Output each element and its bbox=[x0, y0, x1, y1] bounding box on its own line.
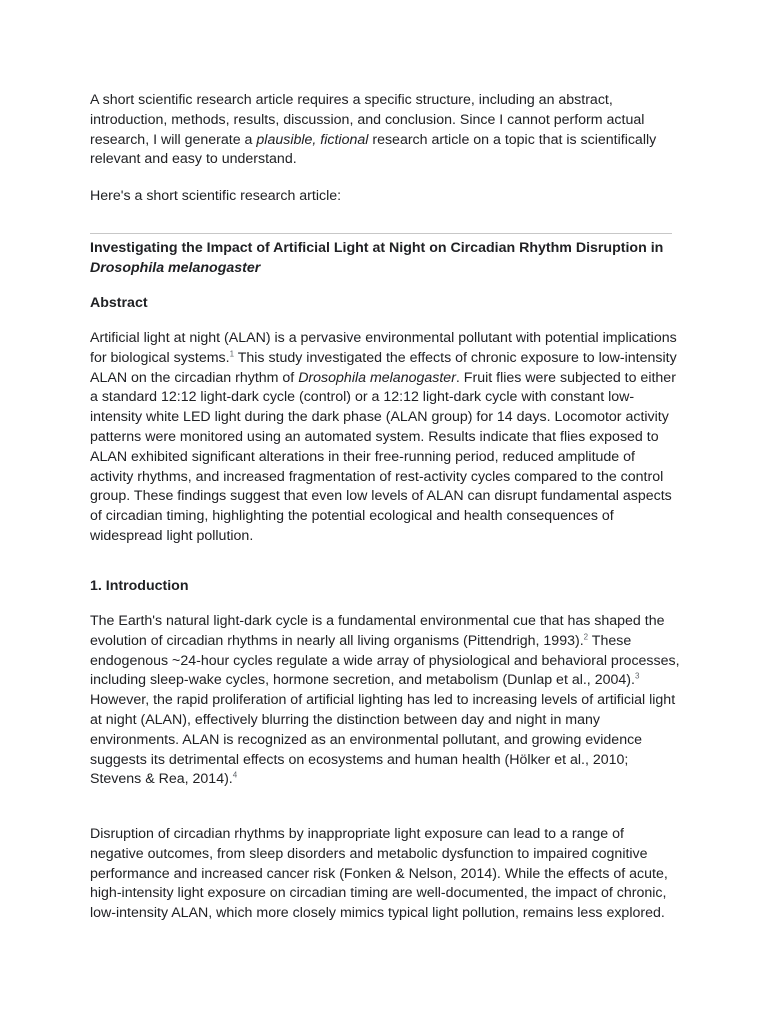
introduction-text: The Earth's natural light-dark cycle is a fundamental environmental cue that has shaped the evolution of circadian rhythms in nearly all living organisms (Pittendrigh, 1993). bbox=[90, 613, 665, 649]
abstract-text: Artificial light at night (ALAN) is a pervasive environmental pollutant with potential implications for biological systems. bbox=[90, 330, 677, 366]
article-title-species: Drosophila melanogaster bbox=[90, 259, 261, 276]
intro-paragraph bbox=[90, 91, 680, 170]
introduction-text: These endogenous ~24-hour cycles regulate a wide array of physiological and behavioral processes, including sleep-wake cycles, hormone secretion, and metabolism (Dunlap et al., 2004). bbox=[90, 632, 680, 689]
intro-lead-in: Here's a short scientific research article: bbox=[90, 188, 342, 204]
reference-marker[interactable]: 4 bbox=[232, 770, 238, 780]
intro-text: A short scientific research article requires a specific structure, including an abstract, introduction, methods, results, discussion, and conclusion. Since I cannot perform actual research, I will generate a bbox=[90, 92, 645, 148]
article-title-text: Investigating the Impact of Artificial Light at Night on Circadian Rhythm Disruption in bbox=[90, 240, 664, 256]
abstract-text: . Fruit flies were subjected to either a standard 12:12 light-dark cycle (control) or a 12:12 light-dark cycle with constant low-intensity white LED light during the dark phase (ALAN group) for 14 days. Locomotor activity patterns were monitored using an automated system. Results indicate that flies exposed to ALAN exhibited significant alterations in their free-running period, reduced amplitude of activity rhythms, and increased fragmentation of rest-activity cycles compared to the control group. These findings suggest that even low levels of ALAN can disrupt fundamental aspects of circadian timing, highlighting the potential ecological and health consequences of widespread light pollution. bbox=[90, 369, 676, 544]
intro-text: research article on a topic that is scientifically relevant and easy to understand. bbox=[90, 131, 657, 168]
introduction-paragraph-2: Disruption of circadian rhythms by inappropriate light exposure can lead to a range of negative outcomes, from sleep disorders and metabolic dysfunction to impaired cognitive performance and increased cancer risk (Fonken & Nelson, 2014). While the effects of acute, high-intensity light exposure on circadian timing are well-documented, the impact of chronic, low-intensity ALAN, which more closely mimics typical light pollution, remains less explored. bbox=[90, 826, 668, 922]
abstract-heading: Abstract bbox=[90, 295, 148, 311]
introduction-heading: 1. Introduction bbox=[90, 578, 189, 594]
introduction-text: However, the rapid proliferation of artificial lighting has led to increasing levels of artificial light at night (ALAN), effectively blurring the distinction between day and night in many environments. ALAN is recognized as an environmental pollutant, and growing evidence suggests its detrimental effects on ecosystems and human health (Hölker et al., 2010; Stevens & Rea, 2014). bbox=[90, 692, 676, 788]
intro-emphasis: plausible, fictional bbox=[256, 131, 369, 148]
reference-marker[interactable]: 2 bbox=[583, 632, 589, 642]
reference-marker[interactable]: 1 bbox=[229, 349, 235, 359]
abstract-species: Drosophila melanogaster bbox=[298, 369, 456, 386]
reference-marker[interactable]: 3 bbox=[634, 671, 640, 681]
divider bbox=[90, 233, 672, 234]
abstract-paragraph bbox=[90, 329, 680, 547]
article-title bbox=[90, 239, 680, 279]
introduction-paragraph-1 bbox=[90, 612, 680, 790]
abstract-text: This study investigated the effects of chronic exposure to low-intensity ALAN on the circadian rhythm of bbox=[90, 349, 677, 386]
